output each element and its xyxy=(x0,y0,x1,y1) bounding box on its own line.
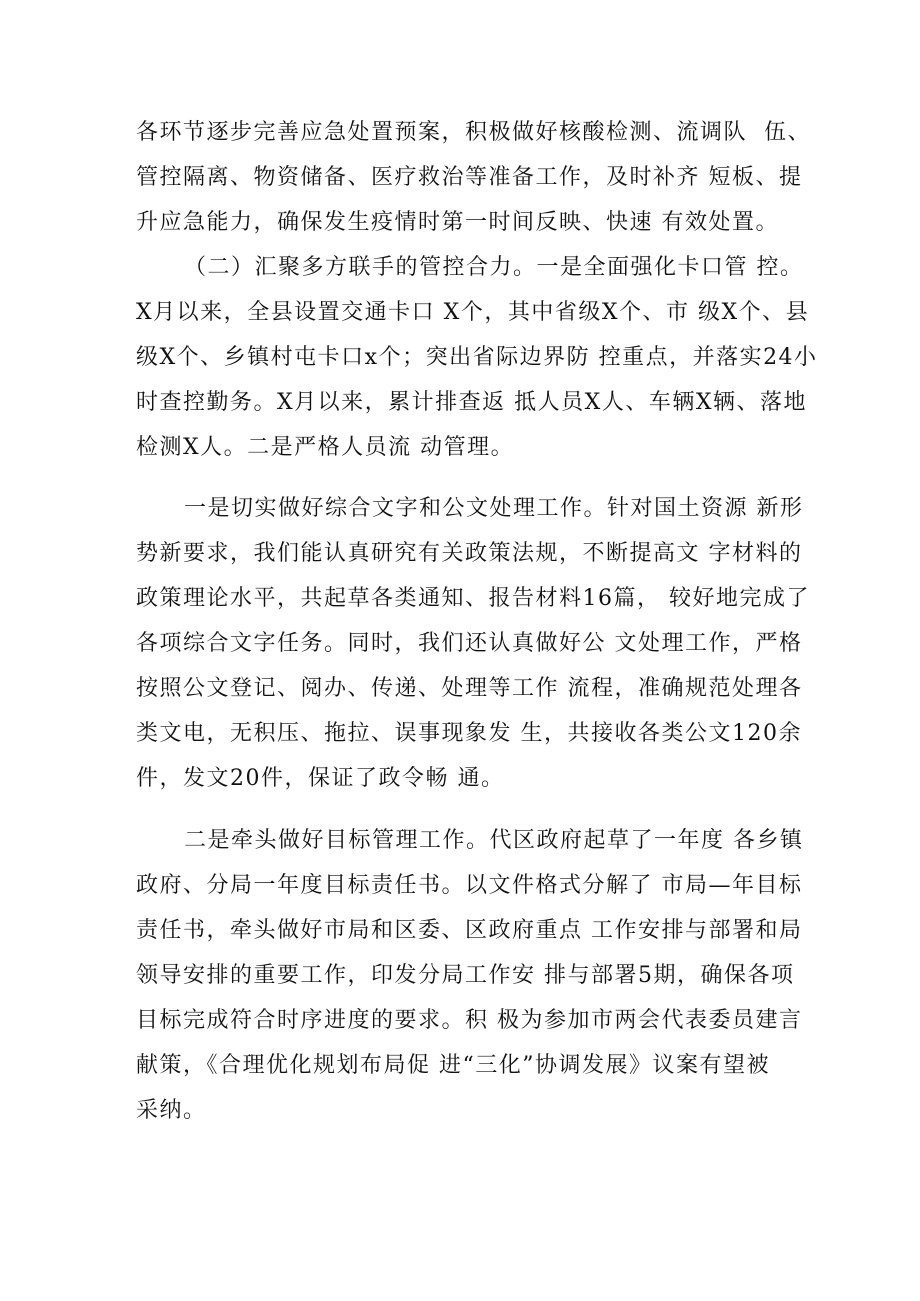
text-line: 政策理论水平，共起草各类通知、报告材料16篇， 较好地完成了 xyxy=(136,586,810,611)
text-line: 按照公文登记、阅办、传递、处理等工作 流程，准确规范处理各 xyxy=(136,676,803,701)
text-line: 采纳。 xyxy=(136,1098,207,1123)
text-line: 件，发文20件，保证了政令畅 通。 xyxy=(136,766,505,791)
text-line: 检测X人。二是严格人员流 动管理。 xyxy=(136,435,515,460)
text-line: X月以来，全县设置交通卡口 X个，其中省级X个、市 级X个、县 xyxy=(136,300,810,325)
text-line: 管控隔离、物资储备、医疗救治等准备工作，及时补齐 短板、提 xyxy=(136,165,803,190)
text-line: 献策，《合理优化规划布局促 进“三化”协调发展》议案有望被 xyxy=(136,1053,770,1078)
text-line: （二）汇聚多方联手的管控合力。一是全面强化卡口管 控。 xyxy=(184,255,804,280)
text-line: 领导安排的重要工作，印发分局工作安 排与部署5期，确保各项 xyxy=(136,963,795,988)
text-line: 升应急能力，确保发生疫情时第一时间反映、快速 有效处置。 xyxy=(136,210,779,235)
text-line: 二是牵头做好目标管理工作。代区政府起草了一年度 各乡镇 xyxy=(184,828,804,853)
text-line: 各环节逐步完善应急处置预案，积极做好核酸检测、流调队 伍、 xyxy=(136,120,811,145)
text-line: 一是切实做好综合文字和公文处理工作。针对国土资源 新形 xyxy=(184,496,804,521)
text-line: 责任书，牵头做好市局和区委、区政府重点 工作安排与部署和局 xyxy=(136,918,803,943)
text-line: 类文电，无积压、拖拉、误事现象发 生，共接收各类公文120余 xyxy=(136,721,802,746)
text-line: 级X个、乡镇村屯卡口x个；突出省际边界防 控重点，并落实24小 xyxy=(136,345,818,370)
text-line: 各项综合文字任务。同时，我们还认真做好公 文处理工作，严格 xyxy=(136,631,803,656)
text-line: 势新要求，我们能认真研究有关政策法规，不断提高文 字材料的 xyxy=(136,541,803,566)
text-line: 目标完成符合时序进度的要求。积 极为参加市两会代表委员建言 xyxy=(136,1008,803,1033)
text-line: 政府、分局一年度目标责任书。以文件格式分解了 市局—年目标 xyxy=(136,873,803,898)
text-line: 时查控勤务。X月以来，累计排查返 抵人员X人、车辆X辆、落地 xyxy=(136,390,807,415)
